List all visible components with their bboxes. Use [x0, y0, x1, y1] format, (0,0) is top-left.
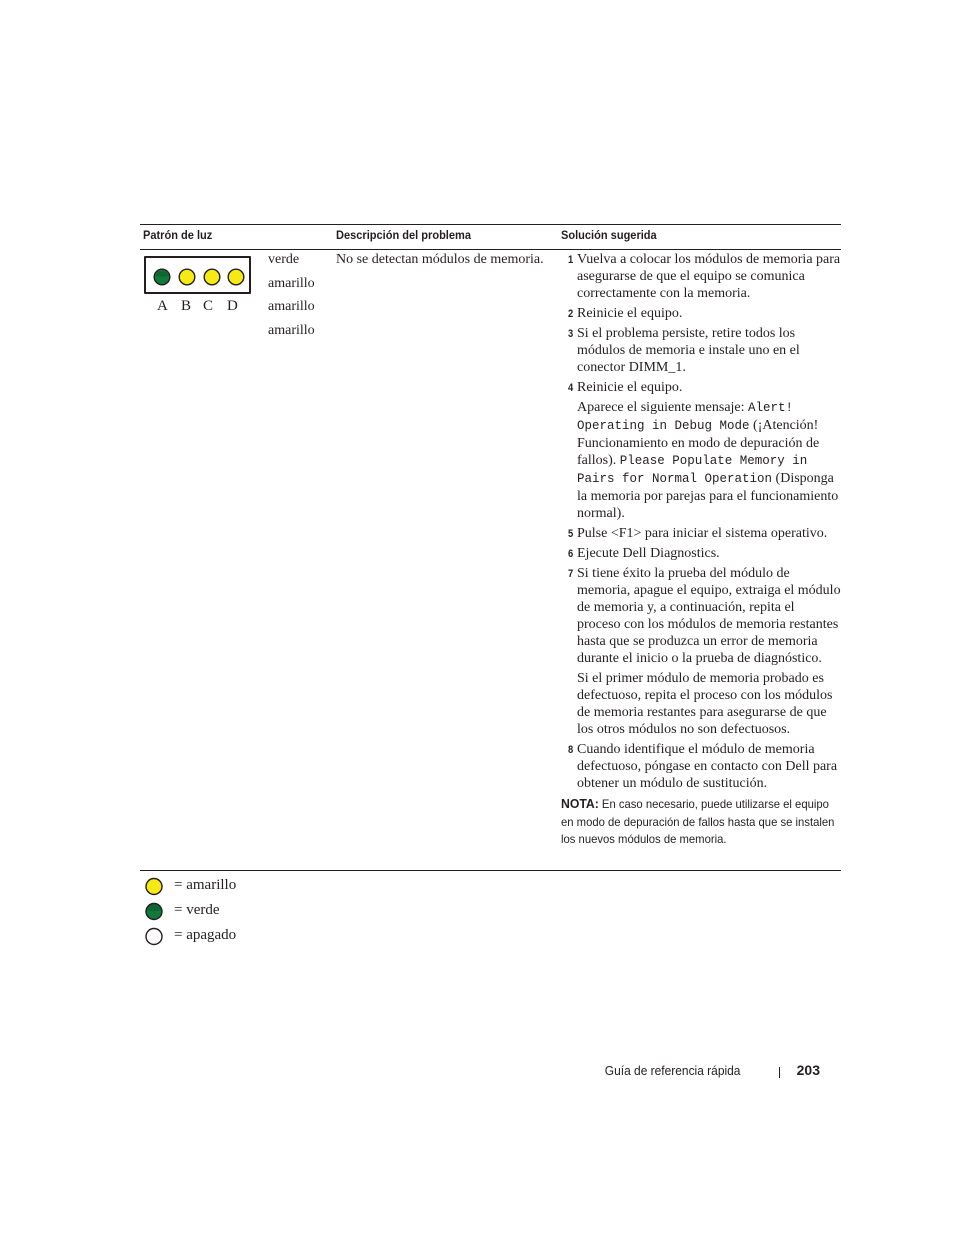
debug-message-paragraph — [561, 399, 841, 522]
step-4 — [561, 379, 841, 396]
step-6 — [561, 545, 841, 562]
header-rule — [140, 249, 841, 250]
step-2 — [561, 305, 841, 322]
light-state-d: amarillo — [268, 322, 315, 338]
table-top-rule — [140, 224, 841, 225]
note-paragraph — [561, 795, 838, 849]
light-states-list — [268, 251, 330, 345]
light-a-icon — [153, 268, 171, 286]
note-label: NOTA: — [561, 796, 599, 811]
step-7 — [561, 565, 841, 667]
message-code-2: Please Populate Memory in Pairs for Normal Operation — [577, 454, 808, 486]
off-light-icon — [144, 927, 164, 947]
step-number: 6 — [568, 548, 574, 560]
step-text: Si tiene éxito la prueba del módulo de memoria, apague el equipo, extraiga el módulo de memoria y, a continuación, repita el proceso con los módulos de memoria restantes hasta que se produzca un error de memoria durante el inicio o la prueba de diagnóstico. — [577, 566, 841, 666]
message-code-1: Alert! Operating in Debug Mode — [577, 401, 794, 433]
footer-separator — [779, 1067, 780, 1078]
legend-label: = apagado — [174, 927, 237, 943]
step-3 — [561, 325, 841, 376]
light-letter-a: A — [157, 298, 168, 314]
step-text: Pulse <F1> para iniciar el sistema operativo. — [577, 526, 828, 541]
light-letter-c: C — [203, 298, 214, 314]
step-text: Vuelva a colocar los módulos de memoria para asegurarse de que el equipo se comunica correctamente con la memoria. — [577, 252, 841, 301]
step-number: 7 — [568, 568, 574, 580]
light-state-c: amarillo — [268, 299, 315, 314]
step-number: 5 — [568, 528, 574, 540]
note-text: En caso necesario, puede utilizarse el equipo en modo de depuración de fallos hasta que se instalen los nuevos módulos de memoria. — [561, 797, 835, 846]
diagnostic-lights-panel — [144, 256, 251, 294]
step-text: Reinicie el equipo. — [577, 380, 683, 395]
step-5 — [561, 525, 841, 542]
solution-steps — [561, 251, 841, 849]
page-footer — [560, 1062, 822, 1080]
step-number: 8 — [568, 744, 574, 756]
step-text: Si el problema persiste, retire todos los módulos de memoria e instale uno en el conector DIMM_1. — [577, 326, 800, 375]
page-number: 203 — [796, 1062, 820, 1078]
message-prefix: Aparece el siguiente mensaje: — [577, 400, 749, 415]
table-bottom-rule — [140, 870, 841, 871]
footer-title: Guía de referencia rápida — [604, 1063, 740, 1078]
light-letter-d: D — [227, 298, 238, 314]
yellow-light-icon — [144, 877, 164, 897]
light-letter-b: B — [181, 298, 192, 314]
step-text: Reinicie el equipo. — [577, 306, 683, 321]
step-7-followup: Si el primer módulo de memoria probado es defectuoso, repita el proceso con los módulos de memoria restantes para asegurarse de que los otros módulos no son defectuosos. — [577, 671, 833, 737]
message-mid: (¡Atención! Funcionamiento en modo de depuración de fallos). — [577, 418, 820, 468]
header-light-pattern: Patrón de luz — [143, 228, 213, 242]
message-suffix: (Disponga la memoria por parejas para el funcionamiento normal). — [577, 471, 839, 521]
problem-description: No se detectan módulos de memoria. — [336, 252, 544, 267]
green-light-icon — [144, 902, 164, 922]
step-text: Ejecute Dell Diagnostics. — [577, 546, 720, 561]
step-text: Cuando identifique el módulo de memoria defectuoso, póngase en contacto con Dell para obtener un módulo de sustitución. — [577, 742, 838, 791]
legend-label: = verde — [174, 902, 220, 918]
step-1 — [561, 251, 841, 302]
step-number: 3 — [568, 328, 574, 340]
light-b-icon — [178, 268, 196, 286]
light-d-icon — [227, 268, 245, 286]
step-number: 1 — [568, 254, 574, 266]
header-solution: Solución sugerida — [561, 228, 657, 242]
light-state-b: amarillo — [268, 275, 315, 291]
light-c-icon — [203, 268, 221, 286]
step-8 — [561, 741, 841, 792]
legend-label: = amarillo — [174, 877, 237, 893]
step-number: 4 — [568, 382, 574, 394]
step-number: 2 — [568, 308, 574, 320]
header-problem: Descripción del problema — [336, 228, 471, 242]
light-state-a: verde — [268, 252, 300, 267]
